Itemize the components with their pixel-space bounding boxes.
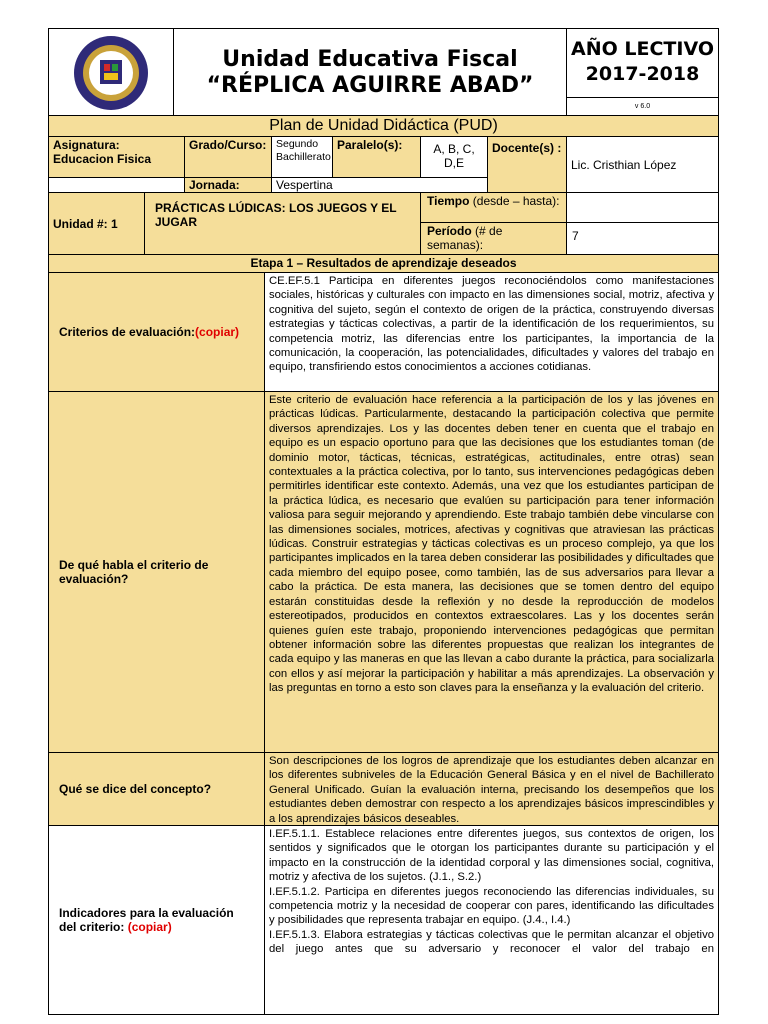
jornada-value-cell xyxy=(271,177,488,193)
plan-title-bar xyxy=(48,115,719,137)
asignatura-label: Asignatura: xyxy=(53,138,120,152)
version-cell xyxy=(566,97,719,116)
habla-text-cell xyxy=(264,391,719,753)
indicador-1: I.EF.5.1.1. Establece relaciones entre diferentes juegos, sus contextos de origen, los sentidos y significados que le otorgan los participantes durante su participación y el impacto en la construcción de la identidad corporal y las dimensiones social, cognitiva, motriz y afectiva de los sujetos. (J.1., S.2.) xyxy=(269,828,714,884)
tiempo-value-cell xyxy=(566,192,719,223)
docente-value-cell xyxy=(566,136,719,193)
docente-label: Docente(s) : xyxy=(492,141,562,155)
paralelo-label-cell xyxy=(332,136,421,178)
unidad-title-cell xyxy=(144,192,421,255)
school-name-cell xyxy=(173,28,567,116)
unidad-cell xyxy=(48,192,145,255)
criterios-text-cell xyxy=(264,272,719,392)
periodo-label-bold: Período xyxy=(427,224,472,238)
paralelo-value: A, B, C, D,E xyxy=(433,142,475,170)
habla-label: De qué habla el criterio de evaluación? xyxy=(59,558,209,586)
docente-value: Lic. Cristhian López xyxy=(571,157,677,172)
jornada-label-cell xyxy=(184,177,272,193)
tiempo-label-bold: Tiempo xyxy=(427,194,470,208)
criterios-note: (copiar) xyxy=(195,325,240,339)
periodo-value-cell xyxy=(566,222,719,255)
tiempo-label-rest: (desde – hasta): xyxy=(472,194,560,208)
tiempo-label-cell xyxy=(420,192,567,223)
jornada-value: Vespertina xyxy=(276,178,333,192)
plan-title: Plan de Unidad Didáctica (PUD) xyxy=(269,117,498,134)
unidad-title: PRÁCTICAS LÚDICAS: LOS JUEGOS Y EL JUGAR xyxy=(155,201,397,229)
year-label: AÑO LECTIVO xyxy=(571,38,714,60)
indicadores-label: Indicadores para la evaluación del criterio: xyxy=(59,906,234,934)
blank-cell-left xyxy=(48,177,185,193)
periodo-label-rest: (# de semanas): xyxy=(427,224,503,252)
version-label: v 6.0 xyxy=(634,103,651,110)
concepto-text: Son descripciones de los logros de aprendizaje que los estudiantes deben alcanzar en los diferentes subniveles de la Educación General Básica y en el nivel de Bachillerato General Unificado. Guían la evaluación interna, precisando los desempeños que los estudiantes deben demostrar con respecto a los aprendizajes básicos imprescindibles y a los aprendizajes básicos deseables. xyxy=(269,755,714,825)
indicador-2: I.EF.5.1.2. Participa en diferentes juegos reconociendo las diferencias individuales, su competencia motriz y la necesidad de cooperar con pares, identificando las dificultades y posibilidades que representa trabajar en equipo. (J.4., I.4.) xyxy=(269,885,714,927)
paralelo-label: Paralelo(s): xyxy=(337,138,403,152)
periodo-value: 7 xyxy=(572,229,579,243)
jornada-label: Jornada: xyxy=(189,178,240,192)
criterios-label: Criterios de evaluación: xyxy=(59,325,196,339)
indicador-3: I.EF.5.1.3. Elabora estrategias y tácticas colectivas que le permitan alcanzar el objetivo del juego antes que su adversario y reconocer el valor del trabajo en xyxy=(269,928,714,956)
criterios-label-cell xyxy=(48,272,265,392)
grado-value-cell xyxy=(271,136,333,178)
criterios-text: CE.EF.5.1 Participa en diferentes juegos reconociéndolos como manifestaciones sociales, históricas y culturales con impacto en las dimensiones social, motriz, afectiva y cognitiva del sujeto, según el contexto de origen de la práctica, construyendo diversas estrategias y tácticas colectivas, a partir de la identificación de los requerimientos, su competencia motriz, las diferencias entre los participantes, la importancia de la comunicación, la cooperación, las potencialidades, dificultades y valores del trabajo en equipo, transfiriendo estos conocimientos a acciones cotidianas. xyxy=(269,275,714,374)
indicadores-label-cell xyxy=(48,825,265,1015)
indicadores-note: (copiar) xyxy=(127,920,172,934)
habla-label-cell xyxy=(48,391,265,753)
periodo-label-cell xyxy=(420,222,567,255)
year-value: 2017-2018 xyxy=(585,63,700,85)
school-seal-icon xyxy=(72,34,150,112)
docente-label-cell xyxy=(487,136,567,193)
concepto-label-cell xyxy=(48,752,265,826)
school-year-cell xyxy=(566,28,719,98)
grado-label-cell xyxy=(184,136,272,178)
stage-title: Etapa 1 – Resultados de aprendizaje deseados xyxy=(250,256,517,270)
indicadores-text-cell xyxy=(264,825,719,1015)
header-logo-cell xyxy=(48,28,174,116)
paralelo-value-cell xyxy=(420,136,488,178)
concepto-label: Qué se dice del concepto? xyxy=(59,782,212,796)
asignatura-value: Educacion Fisica xyxy=(53,152,152,166)
school-name-line1: Unidad Educativa Fiscal xyxy=(222,47,518,72)
school-name-line2: “RÉPLICA AGUIRRE ABAD” xyxy=(206,73,534,98)
concepto-text-cell xyxy=(264,752,719,826)
stage-title-bar xyxy=(48,254,719,273)
grado-value: Segundo Bachillerato xyxy=(276,138,331,163)
asignatura-cell xyxy=(48,136,185,178)
habla-text: Este criterio de evaluación hace referencia a la participación de los y las jóvenes en prácticas lúdicas. Particularmente, destacando la participación colectiva que permite diversos aprendizajes. Los y las docentes deben tener en cuenta que el trabajo en equipo es un espacio oportuno para que las decisiones que los estudiantes toman (de dominio motor, tácticas, técnicas, estratégicas, actitudinales, entre otras) sean contextuales a la práctica colectiva, por lo tanto, sus intervenciones pedagógicas deben permitirles identificar este contexto. Además, una vez que los estudiantes participan de la práctica lúdica, es necesario que evalúen su participación para tener información valiosa para seguir mejorando y aprendiendo. Este trabajo también debe vincularse con las dimensiones sociales, motrices, afectivas y cognitivas que atraviesan las prácticas lúdicas. Construir estrategias y tácticas colectivas es un proceso complejo, ya que los participantes implicados en la tarea deben considerar las posibilidades y dificultades que cada miembro del equipo posee, como también, las de sus adversarios para llevar a cabo la práctica. De esta manera, las decisiones que se tomen dentro del equipo estarán constituidas desde la reflexión y no desde la reproducción de modelos estereotipados, producidos en contextos extraescolares. Las y los docentes serán quienes guíen este trabajo, proponiendo intervenciones pedagógicas que permitan obtener información sobre las diferentes propuestas que realizan los integrantes de cada equipo y las maneras en que las llevan a cabo durante la práctica, para socializarla con ellos y así mejorar la participación y habilitar a más aprendizajes. La observación y las preguntas en torno a esto son claves para la enseñanza y la evaluación del criterio. xyxy=(269,394,714,695)
grado-label: Grado/Curso: xyxy=(189,138,267,152)
unidad-label: Unidad #: 1 xyxy=(53,216,118,231)
